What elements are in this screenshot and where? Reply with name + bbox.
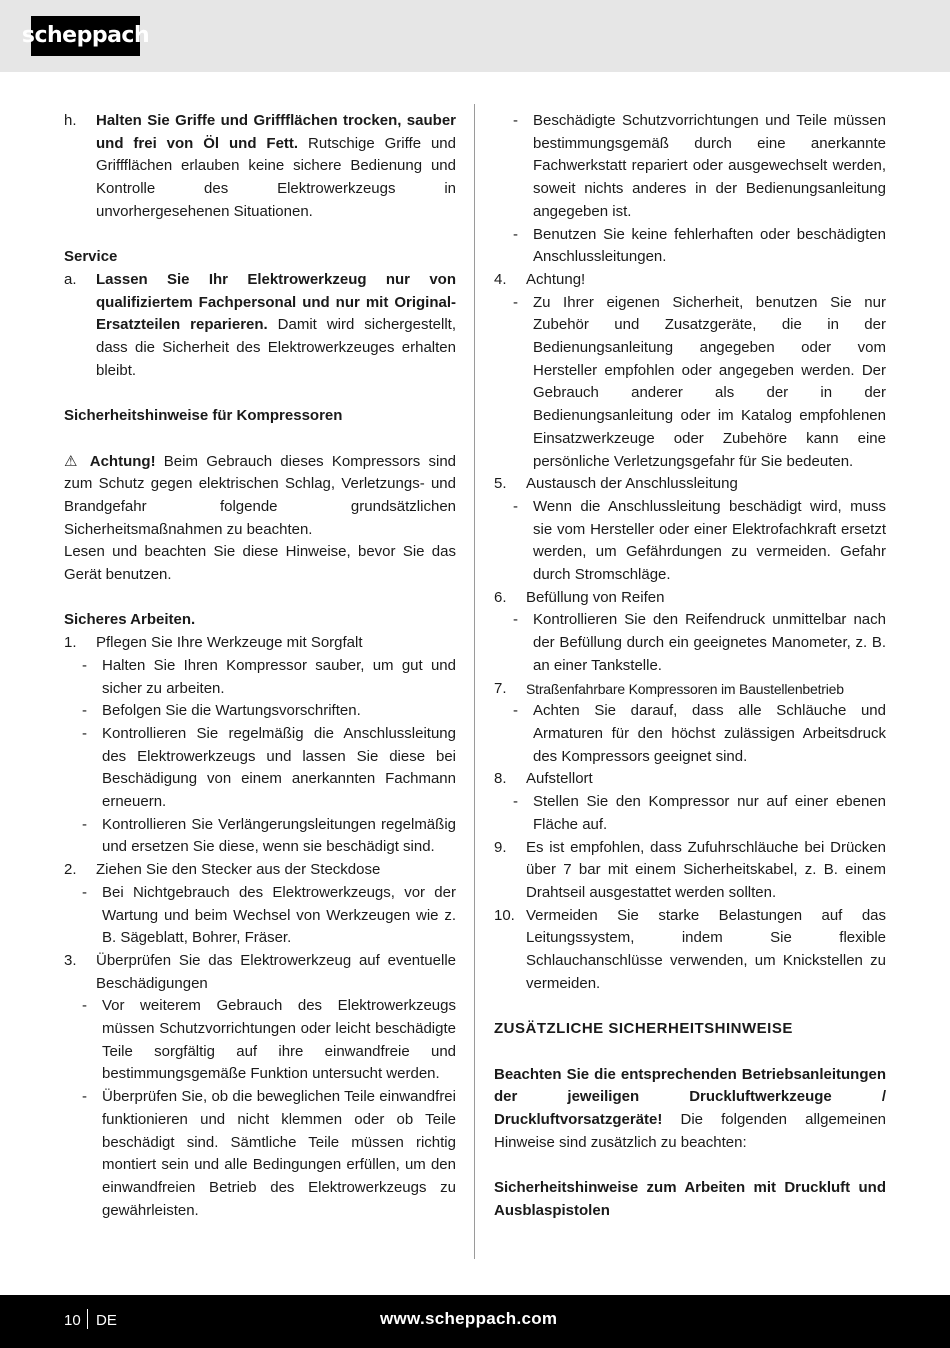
compressed-air-heading: Sicherheitshinweise zum Arbeiten mit Druckluft und Ausblaspistolen [494,1179,886,1219]
right-column [494,110,886,1222]
additional-safety-bold: Beachten Sie die entsprechenden Betriebsanleitungen der jeweiligen Druckluftwerkzeuge / Druckluftvorsatzgeräte! [494,1065,886,1128]
sub-item-text: Befolgen Sie die Wartungsvorschriften. [102,702,361,720]
rule-marker: a. [64,270,77,288]
list-item-5 [494,473,886,496]
sub-item: - Kontrollieren Sie regelmäßig die Anschlussleitung des Elektrowerkzeugs und lassen Sie diese bei Beschädigung von einem anerkannten Fachmann erneuern. [64,723,456,814]
item-title: Ziehen Sie den Stecker aus der Steckdose [96,861,381,879]
sub-item-text: Halten Sie Ihren Kompressor sauber, um gut und sicher zu arbeiten. [102,656,456,697]
sub-item-text: Achten Sie darauf, dass alle Schläuche und Armaturen für den höchst zulässigen Arbeitsdruck des Kompressors geeignet sind. [533,702,886,765]
rule-h-bold: Halten Sie Griffe und Griffflächen trocken, sauber und frei von Öl und Fett. [96,112,456,152]
sub-item: - Achten Sie darauf, dass alle Schläuche und Armaturen für den höchst zulässigen Arbeitsdruck des Kompressors geeignet sind. [494,700,886,768]
sub-item-text: Vor weiterem Gebrauch des Elektrowerkzeugs müssen Schutzvorrichtungen oder leicht beschädigte Teile sorgfältig auf ihre einwandfreie und bestimmungsgemäße Funktion untersucht werden. [102,997,456,1083]
item-number: 5. [494,475,507,493]
rule-a-bold: Lassen Sie Ihr Elektrowerkzeug nur von qualifiziertem Fachpersonal und nur mit Original-Ersatzteilen reparieren. [96,270,456,334]
item-title: Straßenfahrbare Kompressoren im Baustellenbetrieb [526,680,844,697]
sub-item-text: Benutzen Sie keine fehlerhaften oder beschädigten Anschlussleitungen. [533,225,886,266]
sub-item-text: Stellen Sie den Kompressor nur auf einer ebenen Fläche auf. [533,793,886,833]
page-number: 10 [64,1312,81,1329]
sub-item-text: Bei Nichtgebrauch des Elektrowerkzeugs, vor der Wartung und beim Wechsel von Werkzeugen wie z. B. Sägeblatt, Bohrer, Fräser. [102,883,456,947]
website-url: www.scheppach.com [380,1309,558,1328]
item-title: Überprüfen Sie das Elektrowerkzeug auf eventuelle Beschädigungen [96,951,456,992]
list-item-2 [64,859,456,882]
item-number: 3. [64,951,77,969]
language-code: DE [96,1312,117,1329]
sub-item: - Zu Ihrer eigenen Sicherheit, benutzen Sie nur Zubehör und Zusatzgeräte, die in der Bedienungsanleitung angegeben oder vom Hersteller empfohlen oder angegeben werden. Der Gebrauch anderer als der in der Bedienungsanleitung oder im Katalog empfohlenen Einsatzwerkzeuge oder Zubehöre kann eine persönliche Verletzungsgefahr für Sie bedeuten. [494,292,886,474]
item-title: Pflegen Sie Ihre Werkzeuge mit Sorgfalt [96,634,363,652]
list-item-6 [494,587,886,610]
compressor-heading: Sicherheitshinweise für Kompressoren [64,407,343,425]
read-instructions-text: Lesen und beachten Sie diese Hinweise, bevor Sie das Gerät benutzen. [64,543,456,584]
item-number: 6. [494,588,507,606]
page-header [0,0,950,72]
sub-item-text: Kontrollieren Sie den Reifendruck unmittelbar nach der Befüllung durch ein geeignetes Manometer, z. B. an einer Tankstelle. [533,611,886,674]
item-title: Es ist empfohlen, dass Zufuhrschläuche bei Drücken über 7 bar mit einem Sicherheitskabel, z. B. einem Drahtseil ausgestattet werden sollten. [526,838,886,901]
warning-paragraph [64,451,456,542]
list-item-1 [64,632,456,655]
list-item-7 [494,678,886,701]
sub-item-text: Wenn die Anschlussleitung beschädigt wird, muss sie vom Hersteller oder einer Elektrofachkraft ersetzt werden, um Gefährdungen zu vermeiden. Gefahr durch Stromschläge. [533,497,886,584]
item-number: 1. [64,634,77,652]
warning-text: Beim Gebrauch dieses Kompressors sind zum Schutz gegen elektrischen Schlag, Verletzungs- und Brandgefahr folgende grundsätzlichen Sicherheitsmaßnahmen zu beachten. [64,452,457,538]
sub-item: - Überprüfen Sie, ob die beweglichen Teile einwandfrei funktionieren und nicht klemmen oder ob Teile beschädigt sind. Sämtliche Teile müssen richtig montiert sein und alle Bedingungen erfüllen, um den einwandfreien Betrieb des Elektrowerkzeugs zu gewährleisten. [64,1086,456,1222]
list-item-10 [494,905,886,996]
sub-item-text: Beschädigte Schutzvorrichtungen und Teile müssen bestimmungsgemäß durch eine anerkannte Fachwerkstatt repariert oder ausgewechselt werden, soweit nichts anderes in der Bedienungsanleitung angegeben ist. [533,112,886,220]
item-number: 9. [494,838,507,856]
sub-item: - Wenn die Anschlussleitung beschädigt wird, muss sie vom Hersteller oder einer Elektrofachkraft ersetzt werden, um Gefährdungen zu vermeiden. Gefahr durch Stromschläge. [494,496,886,587]
rule-h-text: Rutschige Griffe und Griffflächen erlauben keine sichere Bedienung und Kontrolle des Elektrowerkzeugs in unvorhergesehenen Situationen. [96,134,456,220]
item-number: 2. [64,861,77,879]
warning-triangle-icon: ⚠ [64,452,82,470]
sub-item-text: Kontrollieren Sie Verlängerungsleitungen regelmäßig und ersetzen Sie diese, wenn sie beschädigt sind. [102,815,456,856]
sub-item: - Bei Nichtgebrauch des Elektrowerkzeugs, vor der Wartung und beim Wechsel von Werkzeugen wie z. B. Sägeblatt, Bohrer, Fräser. [64,882,456,950]
item-title: Aufstellort [526,770,593,788]
item-number: 10. [494,906,515,924]
rule-a-text: Damit wird sichergestellt, dass die Sicherheit des Elektrowerkzeuges erhalten bleibt. [96,316,456,379]
scheppach-logo: scheppach [31,16,140,56]
list-item-8 [494,768,886,791]
additional-safety-paragraph [494,1064,886,1155]
warning-label: Achtung! [89,452,156,470]
sub-item: - Benutzen Sie keine fehlerhaften oder beschädigten Anschlussleitungen. [494,224,886,269]
list-item-9 [494,837,886,905]
column-divider [474,104,475,1259]
additional-safety-heading: ZUSÄTZLICHE SICHERHEITSHINWEISE [494,1020,793,1038]
rule-h [64,110,456,224]
page-footer [0,1295,950,1348]
list-item-4 [494,269,886,292]
additional-safety-text: Die folgenden allgemeinen Hinweise sind zusätzlich zu beachten: [494,1110,886,1151]
rule-marker: h. [64,112,77,129]
item-number: 7. [494,679,507,697]
item-title: Achtung! [526,270,586,288]
service-heading: Service [64,248,118,266]
item-title: Vermeiden Sie starke Belastungen auf das Leitungssystem, indem Sie flexible Schlauchanschlüsse verwenden, um Knickstellen zu vermeiden. [526,906,886,992]
safe-working-heading: Sicheres Arbeiten. [64,611,196,629]
sub-item-text: Überprüfen Sie, ob die beweglichen Teile einwandfrei funktionieren und nicht klemmen oder ob Teile beschädigt sind. Sämtliche Teile müssen richtig montiert sein und alle Bedingungen erfüllen, um den einwandfreien Betrieb des Elektrowerkzeugs zu gewährleisten. [102,1088,456,1219]
item-number: 8. [494,770,507,788]
sub-item: - Vor weiterem Gebrauch des Elektrowerkzeugs müssen Schutzvorrichtungen oder leicht beschädigte Teile sorgfältig auf ihre einwandfreie und bestimmungsgemäße Funktion untersucht werden. [64,995,456,1086]
sub-item-text: Kontrollieren Sie regelmäßig die Anschlussleitung des Elektrowerkzeugs und lassen Sie diese bei Beschädigung von einem anerkannten Fachmann erneuern. [102,724,456,811]
list-item-3 [64,950,456,995]
item-title: Austausch der Anschlussleitung [526,475,738,493]
sub-item: - Kontrollieren Sie den Reifendruck unmittelbar nach der Befüllung durch ein geeignetes Manometer, z. B. an einer Tankstelle. [494,609,886,677]
item-title: Befüllung von Reifen [526,588,665,606]
sub-item: - Halten Sie Ihren Kompressor sauber, um gut und sicher zu arbeiten. [64,655,456,700]
sub-item: - Kontrollieren Sie Verlängerungsleitungen regelmäßig und ersetzen Sie diese, wenn sie beschädigt sind. [64,814,456,859]
left-column [64,110,456,1222]
item-number: 4. [494,270,507,288]
rule-a [64,269,456,383]
sub-item: - Stellen Sie den Kompressor nur auf einer ebenen Fläche auf. [494,791,886,836]
sub-item: - Befolgen Sie die Wartungsvorschriften. [64,700,456,723]
sub-item: - Beschädigte Schutzvorrichtungen und Teile müssen bestimmungsgemäß durch eine anerkannte Fachwerkstatt repariert oder ausgewechselt werden, soweit nichts anderes in der Bedienungsanleitung angegeben ist. [494,110,886,224]
footer-separator [87,1309,88,1329]
sub-item-text: Zu Ihrer eigenen Sicherheit, benutzen Sie nur Zubehör und Zusatzgeräte, die in der Bedienungsanleitung angegeben oder vom Hersteller empfohlen oder angegeben werden. Der Gebrauch anderer als der in der Bedienungsanleitung oder im Katalog empfohlenen Einsatzwerkzeuge oder Zubehöre kann eine persönliche Verletzungsgefahr für Sie bedeuten. [533,293,886,470]
